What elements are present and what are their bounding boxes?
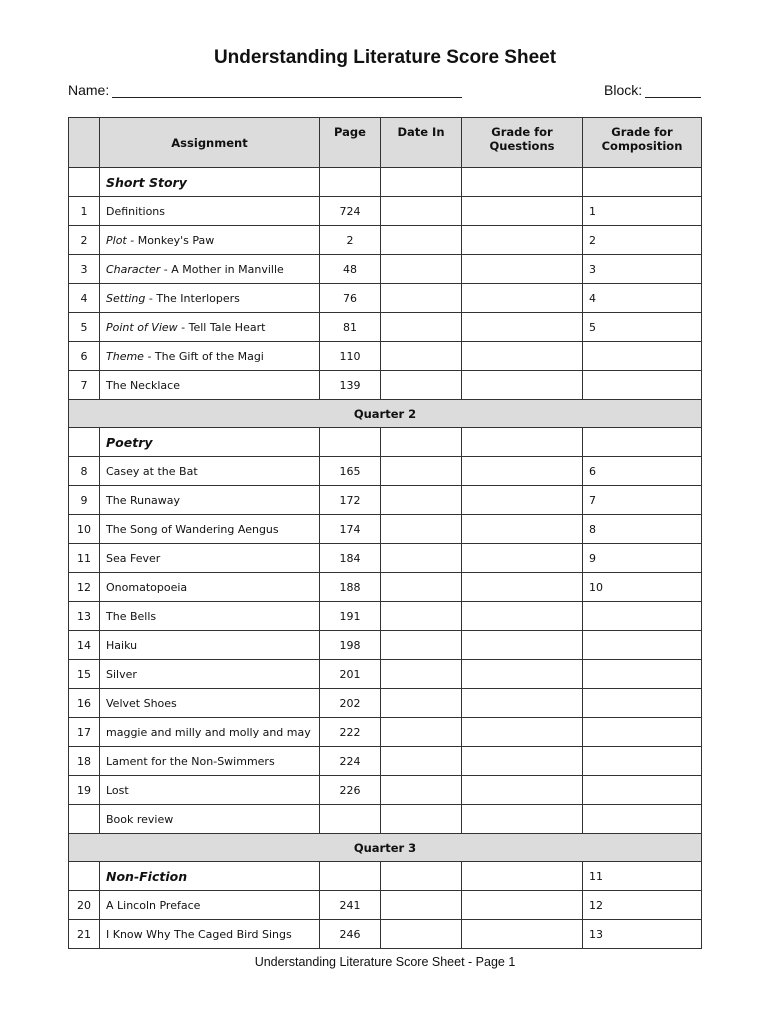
date-in-cell[interactable] (381, 255, 462, 284)
table-row (69, 515, 702, 544)
table-row (69, 486, 702, 515)
score-table (68, 117, 702, 949)
grade-questions-cell[interactable] (462, 776, 583, 805)
section-title-row (69, 168, 702, 197)
section-page-cell (320, 862, 381, 891)
date-in-cell[interactable] (381, 284, 462, 313)
table-row (69, 255, 702, 284)
grade-questions-cell[interactable] (462, 747, 583, 776)
assignment-title: Book review (106, 812, 174, 826)
literary-element-label: Point of View (106, 320, 178, 334)
assignment-title-cell (100, 602, 320, 631)
assignment-title: Velvet Shoes (106, 696, 177, 710)
date-in-cell[interactable] (381, 805, 462, 834)
section-date-cell[interactable] (381, 168, 462, 197)
section-title-row (69, 862, 702, 891)
table-row (69, 284, 702, 313)
assignment-number: 10 (69, 515, 100, 544)
assignment-number: 8 (69, 457, 100, 486)
assignment-number: 17 (69, 718, 100, 747)
section-page-cell (320, 168, 381, 197)
literary-element-label: Setting (106, 291, 146, 305)
table-row (69, 776, 702, 805)
assignment-title-cell (100, 776, 320, 805)
grade-composition-cell[interactable]: 3 (583, 255, 702, 284)
page-number: 241 (320, 891, 381, 920)
grade-questions-cell[interactable] (462, 226, 583, 255)
grade-questions-cell[interactable] (462, 602, 583, 631)
assignment-title-cell (100, 371, 320, 400)
name-label: Name: (68, 82, 110, 98)
page-number: 198 (320, 631, 381, 660)
page-number: 224 (320, 747, 381, 776)
table-row (69, 197, 702, 226)
table-row (69, 602, 702, 631)
section-grade-questions-cell[interactable] (462, 862, 583, 891)
assignment-title-cell (100, 747, 320, 776)
table-row (69, 226, 702, 255)
assignment-title-cell (100, 891, 320, 920)
date-in-cell[interactable] (381, 602, 462, 631)
page-number: 2 (320, 226, 381, 255)
page-number: 184 (320, 544, 381, 573)
grade-questions-cell[interactable] (462, 805, 583, 834)
page-number (320, 805, 381, 834)
page-number: 76 (320, 284, 381, 313)
grade-questions-cell[interactable] (462, 920, 583, 949)
assignment-title-cell (100, 284, 320, 313)
date-in-cell[interactable] (381, 226, 462, 255)
assignment-number: 15 (69, 660, 100, 689)
assignment-title: The Necklace (106, 378, 180, 392)
assignment-title-cell (100, 544, 320, 573)
table-row (69, 920, 702, 949)
quarter-label: Quarter 3 (69, 834, 702, 862)
table-row (69, 805, 702, 834)
date-in-cell[interactable] (381, 371, 462, 400)
page-number: 201 (320, 660, 381, 689)
grade-questions-cell[interactable] (462, 689, 583, 718)
assignment-title: maggie and milly and molly and may (106, 725, 311, 739)
table-row (69, 544, 702, 573)
assignment-title: I Know Why The Caged Bird Sings (106, 927, 292, 941)
date-in-cell[interactable] (381, 689, 462, 718)
grade-composition-cell[interactable] (583, 631, 702, 660)
assignment-title: The Song of Wandering Aengus (106, 522, 279, 536)
assignment-number: 11 (69, 544, 100, 573)
assignment-number: 20 (69, 891, 100, 920)
quarter-label: Quarter 2 (69, 400, 702, 428)
table-row (69, 660, 702, 689)
assignment-number: 6 (69, 342, 100, 371)
table-row (69, 371, 702, 400)
block-label: Block: (604, 82, 643, 98)
table-row (69, 313, 702, 342)
grade-questions-cell[interactable] (462, 718, 583, 747)
assignment-number: 13 (69, 602, 100, 631)
assignment-title-cell (100, 457, 320, 486)
assignment-title: The Bells (106, 609, 157, 623)
literary-element-label: Plot (106, 233, 127, 247)
assignment-number (69, 805, 100, 834)
grade-composition-cell[interactable] (583, 747, 702, 776)
assignment-title: - Monkey's Paw (126, 233, 215, 247)
date-in-cell[interactable] (381, 891, 462, 920)
literary-element-label: Theme (106, 349, 144, 363)
header-assignment: Assignment (100, 118, 320, 168)
table-row (69, 747, 702, 776)
header-page: Page (320, 118, 381, 168)
date-in-cell[interactable] (381, 631, 462, 660)
date-in-cell[interactable] (381, 573, 462, 602)
page-number: 202 (320, 689, 381, 718)
grade-composition-cell[interactable] (583, 718, 702, 747)
assignment-title-cell (100, 515, 320, 544)
assignment-title-cell (100, 226, 320, 255)
date-in-cell[interactable] (381, 486, 462, 515)
section-grade-composition-cell[interactable] (583, 428, 702, 457)
section-number-cell (69, 428, 100, 457)
assignment-title-cell (100, 689, 320, 718)
assignment-title: - Tell Tale Heart (177, 320, 266, 334)
grade-questions-cell[interactable] (462, 891, 583, 920)
section-title: Poetry (100, 428, 320, 457)
page-number: 188 (320, 573, 381, 602)
grade-questions-cell[interactable] (462, 631, 583, 660)
assignment-number: 1 (69, 197, 100, 226)
grade-composition-cell[interactable]: 13 (583, 920, 702, 949)
page-number: 110 (320, 342, 381, 371)
page-number: 226 (320, 776, 381, 805)
assignment-title-cell (100, 573, 320, 602)
assignment-title: Onomatopoeia (106, 580, 188, 594)
assignment-title-cell (100, 718, 320, 747)
date-in-cell[interactable] (381, 776, 462, 805)
grade-composition-cell[interactable] (583, 805, 702, 834)
grade-composition-cell[interactable] (583, 776, 702, 805)
assignment-title: Definitions (106, 204, 165, 218)
grade-composition-cell[interactable]: 1 (583, 197, 702, 226)
header-grade-questions: Grade for Questions (462, 118, 583, 168)
grade-questions-cell[interactable] (462, 457, 583, 486)
assignment-number: 9 (69, 486, 100, 515)
assignment-title-cell (100, 486, 320, 515)
assignment-number: 19 (69, 776, 100, 805)
header-grade-composition: Grade for Composition (583, 118, 702, 168)
assignment-title-cell (100, 805, 320, 834)
grade-composition-cell[interactable] (583, 342, 702, 371)
assignment-title-cell (100, 920, 320, 949)
assignment-number: 5 (69, 313, 100, 342)
assignment-title: The Runaway (106, 493, 181, 507)
assignment-title: Lament for the Non-Swimmers (106, 754, 275, 768)
assignment-number: 4 (69, 284, 100, 313)
date-in-cell[interactable] (381, 718, 462, 747)
table-row (69, 573, 702, 602)
grade-composition-cell[interactable]: 6 (583, 457, 702, 486)
date-in-cell[interactable] (381, 920, 462, 949)
section-title-row (69, 428, 702, 457)
section-date-cell[interactable] (381, 428, 462, 457)
grade-composition-cell[interactable] (583, 371, 702, 400)
page-number: 724 (320, 197, 381, 226)
page-footer: Understanding Literature Score Sheet - Page 1 (254, 955, 516, 969)
literary-element-label: Character (106, 262, 161, 276)
grade-composition-cell[interactable]: 7 (583, 486, 702, 515)
block-blank-line[interactable] (645, 83, 701, 98)
table-body (69, 168, 702, 949)
grade-questions-cell[interactable] (462, 515, 583, 544)
page-number: 191 (320, 602, 381, 631)
date-in-cell[interactable] (381, 197, 462, 226)
table-header-row (69, 118, 702, 168)
date-in-cell[interactable] (381, 515, 462, 544)
grade-composition-cell[interactable] (583, 689, 702, 718)
section-page-cell (320, 428, 381, 457)
table-row (69, 631, 702, 660)
assignment-title: - The Gift of the Magi (143, 349, 264, 363)
grade-composition-cell[interactable]: 9 (583, 544, 702, 573)
assignment-title: A Lincoln Preface (106, 898, 201, 912)
table-row (69, 689, 702, 718)
assignment-title-cell (100, 313, 320, 342)
assignment-number: 2 (69, 226, 100, 255)
table-row (69, 342, 702, 371)
date-in-cell[interactable] (381, 544, 462, 573)
assignment-title-cell (100, 342, 320, 371)
page-title: Understanding Literature Score Sheet (213, 47, 557, 68)
grade-composition-cell[interactable]: 4 (583, 284, 702, 313)
assignment-title-cell (100, 631, 320, 660)
section-title: Non-Fiction (100, 862, 320, 891)
grade-questions-cell[interactable] (462, 486, 583, 515)
assignment-number: 12 (69, 573, 100, 602)
grade-questions-cell[interactable] (462, 573, 583, 602)
assignment-title: Silver (106, 667, 137, 681)
section-grade-composition-cell[interactable]: 11 (583, 862, 702, 891)
date-in-cell[interactable] (381, 342, 462, 371)
grade-questions-cell[interactable] (462, 660, 583, 689)
page-number: 246 (320, 920, 381, 949)
header-date-in: Date In (381, 118, 462, 168)
table-row (69, 457, 702, 486)
section-grade-composition-cell[interactable] (583, 168, 702, 197)
assignment-number: 7 (69, 371, 100, 400)
grade-questions-cell[interactable] (462, 313, 583, 342)
assignment-title-cell (100, 255, 320, 284)
page-number: 222 (320, 718, 381, 747)
assignment-title: Haiku (106, 638, 138, 652)
grade-questions-cell[interactable] (462, 342, 583, 371)
assignment-title-cell (100, 197, 320, 226)
grade-questions-cell[interactable] (462, 284, 583, 313)
assignment-title: Sea Fever (106, 551, 161, 565)
assignment-title-cell (100, 660, 320, 689)
grade-questions-cell[interactable] (462, 371, 583, 400)
page-number: 172 (320, 486, 381, 515)
grade-composition-cell[interactable]: 2 (583, 226, 702, 255)
assignment-number: 3 (69, 255, 100, 284)
header-number (69, 118, 100, 168)
page-number: 174 (320, 515, 381, 544)
name-field[interactable] (68, 82, 462, 98)
assignment-title: - A Mother in Manville (160, 262, 284, 276)
section-grade-questions-cell[interactable] (462, 168, 583, 197)
quarter-divider-row (69, 400, 702, 428)
grade-composition-cell[interactable]: 12 (583, 891, 702, 920)
date-in-cell[interactable] (381, 457, 462, 486)
date-in-cell[interactable] (381, 747, 462, 776)
date-in-cell[interactable] (381, 313, 462, 342)
quarter-divider-row (69, 834, 702, 862)
table-row (69, 891, 702, 920)
assignment-title: - The Interlopers (145, 291, 240, 305)
page-number: 48 (320, 255, 381, 284)
assignment-title: Lost (106, 783, 129, 797)
assignment-number: 16 (69, 689, 100, 718)
section-grade-questions-cell[interactable] (462, 428, 583, 457)
assignment-number: 18 (69, 747, 100, 776)
section-title: Short Story (100, 168, 320, 197)
date-in-cell[interactable] (381, 660, 462, 689)
assignment-title: Casey at the Bat (106, 464, 198, 478)
grade-composition-cell[interactable]: 8 (583, 515, 702, 544)
grade-composition-cell[interactable] (583, 602, 702, 631)
assignment-number: 21 (69, 920, 100, 949)
grade-questions-cell[interactable] (462, 544, 583, 573)
assignment-number: 14 (69, 631, 100, 660)
page-number: 165 (320, 457, 381, 486)
grade-questions-cell[interactable] (462, 197, 583, 226)
grade-composition-cell[interactable]: 5 (583, 313, 702, 342)
page-number: 139 (320, 371, 381, 400)
page-number: 81 (320, 313, 381, 342)
block-field[interactable] (604, 82, 701, 98)
name-blank-line[interactable] (112, 83, 462, 98)
section-number-cell (69, 862, 100, 891)
table-row (69, 718, 702, 747)
section-date-cell[interactable] (381, 862, 462, 891)
grade-questions-cell[interactable] (462, 255, 583, 284)
section-number-cell (69, 168, 100, 197)
grade-composition-cell[interactable]: 10 (583, 573, 702, 602)
grade-composition-cell[interactable] (583, 660, 702, 689)
